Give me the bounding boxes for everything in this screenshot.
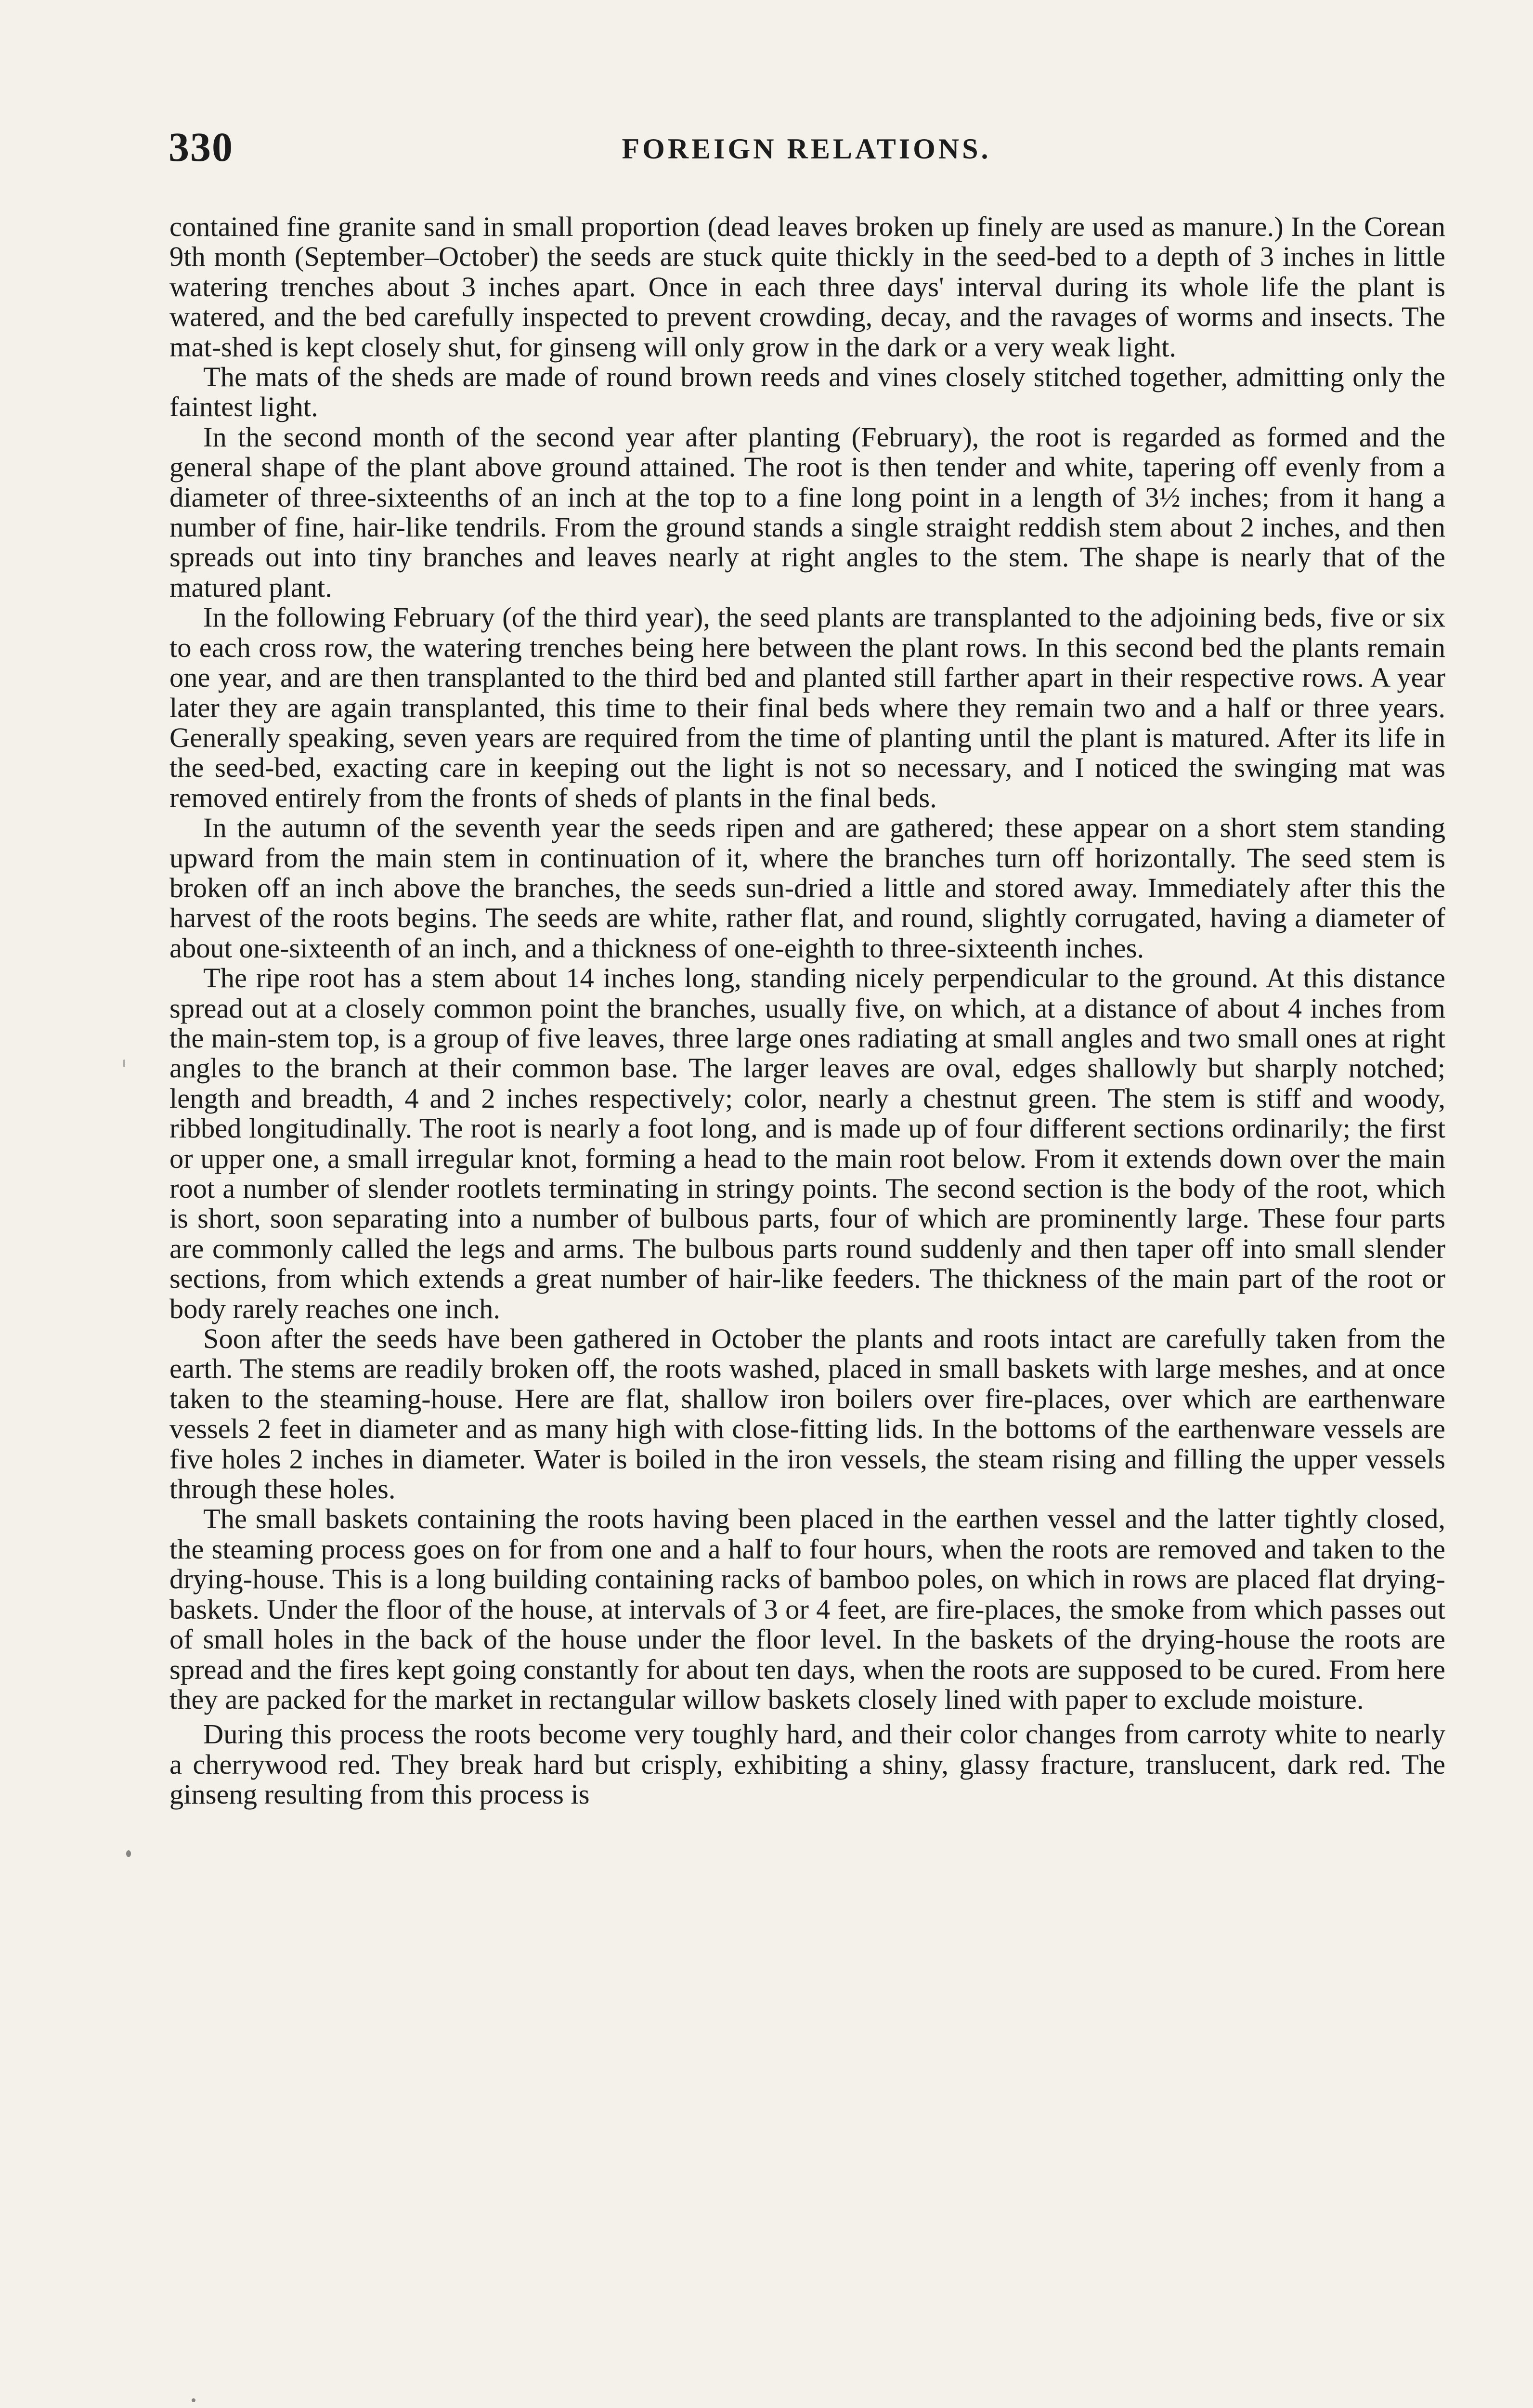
running-head: FOREIGN RELATIONS. xyxy=(622,133,991,165)
paragraph: The small baskets containing the roots having been placed in the earthen vessel and the latter tightly closed, the steaming process goes on for from one and a half to four hours, when the roots are removed and taken to the drying-house. This is a long building containing racks of bamboo poles, on which in rows are placed flat drying-baskets. Under the floor of the house, at intervals of 3 or 4 feet, are fire-places, the smoke from which passes out of small holes in the back of the house under the floor level. In the baskets of the drying-house the roots are spread and the fires kept going constantly for about ten days, when the roots are supposed to be cured. From here they are packed for the market in rectangular willow baskets closely lined with paper to exclude moisture. xyxy=(169,1503,1445,1715)
paragraph: In the following February (of the third year), the seed plants are transplanted to the adjoining beds, five or six to each cross row, the watering trenches being here between the plant rows. In this second bed the plants remain one year, and are then transplanted to the third bed and planted still farther apart in their respective rows. A year later they are again transplanted, this time to their final beds where they remain two and a half or three years. Generally speaking, seven years are required from the time of planting until the plant is matured. After its life in the seed-bed, exacting care in keeping out the light is not so necessary, and I noticed the swinging mat was removed entirely from the fronts of sheds of plants in the final beds. xyxy=(169,602,1445,813)
scan-speck xyxy=(126,1850,131,1857)
paragraph: In the second month of the second year after planting (February), the root is regarded as formed and the general shape of the plant above ground attained. The root is then tender and white, tapering off evenly from a diameter of three-sixteenths of an inch at the top to a fine long point in a length of 3½ inches; from it hang a number of fine, hair-like tendrils. From the ground stands a single straight reddish stem about 2 inches, and then spreads out into tiny branches and leaves nearly at right angles to the stem. The shape is nearly that of the matured plant. xyxy=(169,421,1445,603)
paragraph: During this process the roots become very toughly hard, and their color changes from carroty white to nearly a cherrywood red. They break hard but crisply, exhibiting a shiny, glassy fracture, translucent, dark red. The ginseng resulting from this process is xyxy=(169,1718,1445,1810)
page-header xyxy=(169,123,1444,176)
scan-speck xyxy=(123,1060,125,1067)
paragraph: In the autumn of the seventh year the seeds ripen and are gathered; these appear on a short stem standing upward from the main stem in continuation of it, where the branches turn off horizontally. The seed stem is broken off an inch above the branches, the seeds sun-dried a little and stored away. Immediately after this the harvest of the roots begins. The seeds are white, rather flat, and round, slightly corrugated, having a diameter of about one-sixteenth of an inch, and a thickness of one-eighth to three-sixteenth inches. xyxy=(169,812,1445,964)
paragraph: The mats of the sheds are made of round brown reeds and vines closely stitched together, admitting only the faintest light. xyxy=(169,361,1445,423)
paragraph-continued: contained fine granite sand in small proportion (dead leaves broken up finely are used as manure.) In the Corean 9th month (September–October) the seeds are stuck quite thickly in the seed-bed to a depth of 3 inches in little watering trenches about 3 inches apart. Once in each three days' interval during its whole life the plant is watered, and the bed carefully inspected to prevent crowding, decay, and the ravages of worms and insects. The mat-shed is kept closely shut, for ginseng will only grow in the dark or a very weak light. xyxy=(169,211,1445,363)
page-number: 330 xyxy=(169,124,234,170)
paragraph: The ripe root has a stem about 14 inches long, standing nicely perpendicular to the ground. At this distance spread out at a closely common point the branches, usually five, on which, at a distance of about 4 inches from the main-stem top, is a group of five leaves, three large ones radiating at small angles and two small ones at right angles to the branch at their common base. The larger leaves are oval, edges shallowly but sharply notched; length and breadth, 4 and 2 inches respectively; color, nearly a chestnut green. The stem is stiff and woody, ribbed longitudinally. The root is nearly a foot long, and is made up of four different sections ordinarily; the first or upper one, a small irregular knot, forming a head to the main root below. From it extends down over the main root a number of slender rootlets terminating in stringy points. The second section is the body of the root, which is short, soon separating into a number of bulbous parts, four of which are prominently large. These four parts are commonly called the legs and arms. The bulbous parts round suddenly and then taper off into small slender sections, from which extends a great number of hair-like feeders. The thickness of the main part of the root or body rarely reaches one inch. xyxy=(169,962,1445,1324)
scan-speck xyxy=(192,2398,195,2402)
body-text xyxy=(169,212,1445,1810)
paragraph: Soon after the seeds have been gathered in October the plants and roots intact are carefully taken from the earth. The stems are readily broken off, the roots washed, placed in small baskets with large meshes, and at once taken to the steaming-house. Here are flat, shallow iron boilers over fire-places, over which are earthenware vessels 2 feet in diameter and as many high with close-fitting lids. In the bottoms of the earthenware vessels are five holes 2 inches in diameter. Water is boiled in the iron vessels, the steam rising and filling the upper vessels through these holes. xyxy=(169,1323,1445,1505)
